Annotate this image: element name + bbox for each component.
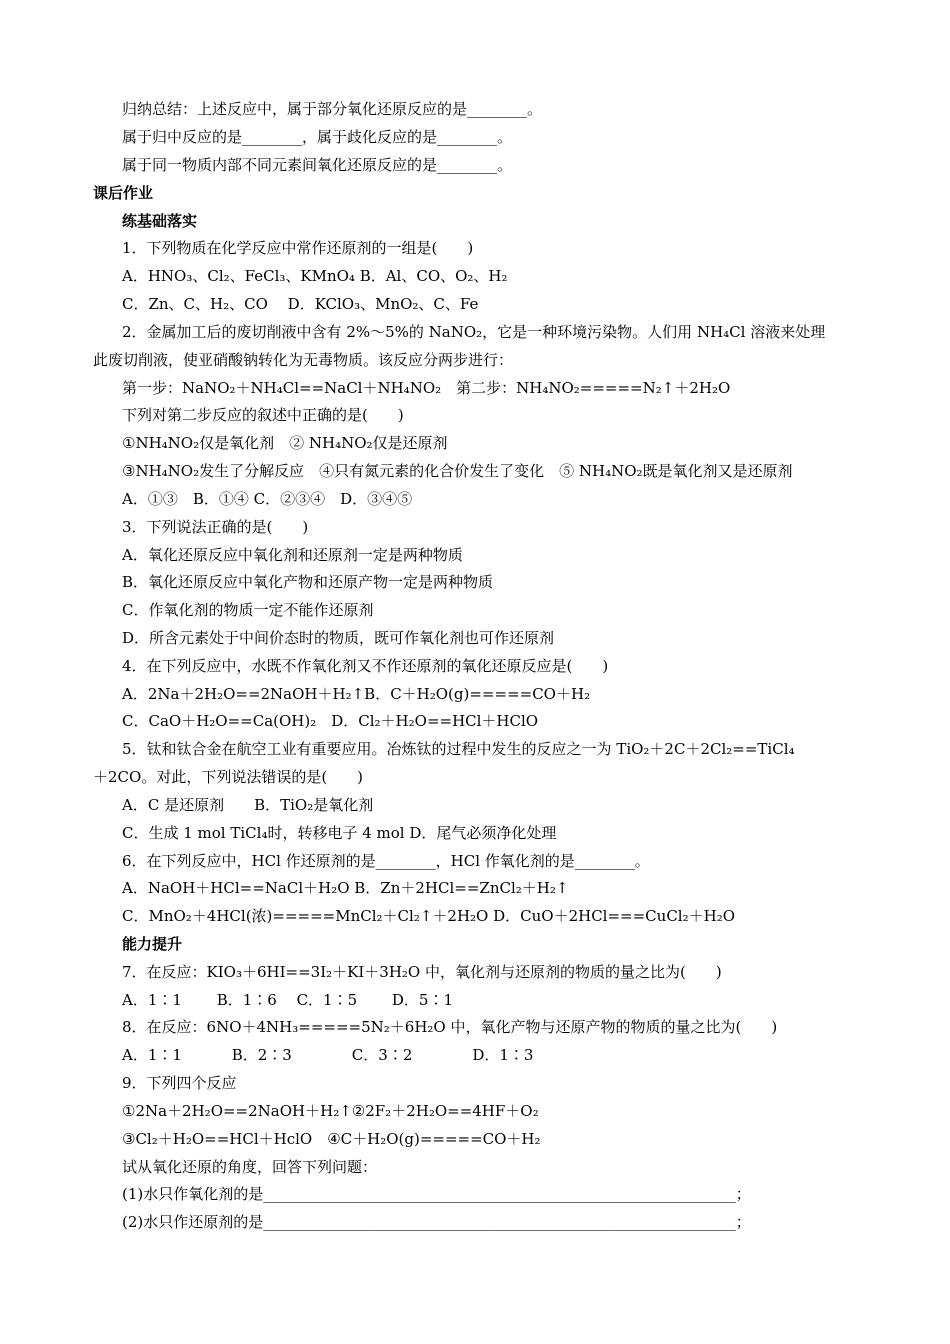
q4-stem: 4．在下列反应中，水既不作氧化剂又不作还原剂的氧化还原反应是( ) xyxy=(122,657,609,675)
q5-options-ab: A．C 是还原剂 B．TiO₂是氧化剂 xyxy=(122,796,374,814)
q9-part-1: (1)水只作氧化剂的是_______________________________________________________________； xyxy=(122,1185,751,1203)
q2-ask: 下列对第二步反应的叙述中正确的是( ) xyxy=(122,406,404,424)
q2-steps: 第一步：NaNO₂＋NH₄Cl==NaCl＋NH₄NO₂ 第二步：NH₄NO₂=====N₂↑＋2H₂O xyxy=(122,379,731,397)
q9-reactions-34: ③Cl₂＋H₂O==HCl＋HclO ④C＋H₂O(g)=====CO＋H₂ xyxy=(122,1130,541,1148)
summary-line-3: 属于同一物质内部不同元素间氧化还原反应的是________。 xyxy=(122,156,513,174)
section-heading-homework: 课后作业 xyxy=(93,184,154,202)
q3-option-d: D．所含元素处于中间价态时的物质，既可作氧化剂也可作还原剂 xyxy=(122,629,555,647)
q2-options: A．①③ B．①④ C．②③④ D．③④⑤ xyxy=(122,490,413,508)
q5-options-cd: C．生成 1 mol TiCl₄时，转移电子 4 mol D．尾气必须净化处理 xyxy=(122,824,557,842)
q8-options: A．1∶1 B．2∶3 C．3∶2 D．1∶3 xyxy=(122,1046,534,1064)
q4-options-ab: A．2Na＋2H₂O==2NaOH＋H₂↑B．C＋H₂O(g)=====CO＋H₂ xyxy=(122,685,591,703)
q2-stem-1: 2．金属加工后的废切削液中含有 2%～5%的 NaNO₂，它是一种环境污染物。人们用 NH₄Cl 溶液来处理 xyxy=(122,323,826,341)
q9-stem: 9．下列四个反应 xyxy=(122,1074,237,1092)
q3-option-b: B．氧化还原反应中氧化产物和还原产物一定是两种物质 xyxy=(122,573,494,591)
q3-option-c: C．作氧化剂的物质一定不能作还原剂 xyxy=(122,601,374,619)
q7-options: A．1∶1 B．1∶6 C．1∶5 D．5∶1 xyxy=(122,991,454,1009)
q6-options-cd: C．MnO₂＋4HCl(浓)=====MnCl₂＋Cl₂↑＋2H₂O D．CuO＋2HCl===CuCl₂＋H₂O xyxy=(122,907,736,925)
q8-stem: 8．在反应：6NO＋4NH₃=====5N₂＋6H₂O 中，氧化产物与还原产物的物质的量之比为( ) xyxy=(122,1018,778,1036)
q9-ask: 试从氧化还原的角度，回答下列问题： xyxy=(122,1158,378,1176)
q1-stem: 1．下列物质在化学反应中常作还原剂的一组是( ) xyxy=(122,239,474,257)
q7-stem: 7．在反应：KIO₃＋6HI==3I₂＋KI＋3H₂O 中，氧化剂与还原剂的物质的量之比为( ) xyxy=(122,963,722,981)
q9-part-2: (2)水只作还原剂的是_______________________________________________________________； xyxy=(122,1213,751,1231)
q3-option-a: A．氧化还原反应中氧化剂和还原剂一定是两种物质 xyxy=(122,546,463,564)
q9-reactions-12: ①2Na＋2H₂O==2NaOH＋H₂↑②2F₂＋2H₂O==4HF＋O₂ xyxy=(122,1102,539,1120)
q2-statements-345: ③NH₄NO₂发生了分解反应 ④只有氮元素的化合价发生了变化 ⑤ NH₄NO₂既是氧化剂又是还原剂 xyxy=(122,462,793,480)
q6-stem: 6．在下列反应中，HCl 作还原剂的是________，HCl 作氧化剂的是________。 xyxy=(122,852,650,870)
section-heading-ability: 能力提升 xyxy=(122,935,183,953)
q1-options-ab: A．HNO₃、Cl₂、FeCl₃、KMnO₄ B．Al、CO、O₂、H₂ xyxy=(122,267,508,285)
q2-statements-12: ①NH₄NO₂仅是氧化剂 ② NH₄NO₂仅是还原剂 xyxy=(122,434,448,452)
q1-options-cd: C．Zn、C、H₂、CO D．KClO₃、MnO₂、C、Fe xyxy=(122,295,479,313)
q6-options-ab: A．NaOH＋HCl==NaCl＋H₂O B．Zn＋2HCl==ZnCl₂＋H₂↑ xyxy=(122,879,569,897)
q4-options-cd: C．CaO＋H₂O==Ca(OH)₂ D．Cl₂＋H₂O==HCl＋HClO xyxy=(122,712,539,730)
q2-stem-2: 此废切削液，使亚硝酸钠转化为无毒物质。该反应分两步进行： xyxy=(93,351,514,369)
q5-stem-1: 5．钛和钛合金在航空工业有重要应用。冶炼钛的过程中发生的反应之一为 TiO₂＋2C＋2Cl₂==TiCl₄ xyxy=(122,740,795,758)
q5-stem-2: ＋2CO。对此，下列说法错误的是( ) xyxy=(93,768,364,786)
section-heading-basic: 练基础落实 xyxy=(122,212,198,230)
summary-line-1: 归纳总结：上述反应中，属于部分氧化还原反应的是________。 xyxy=(122,100,543,118)
summary-line-2: 属于归中反应的是________，属于歧化反应的是________。 xyxy=(122,128,513,146)
q3-stem: 3．下列说法正确的是( ) xyxy=(122,518,309,536)
